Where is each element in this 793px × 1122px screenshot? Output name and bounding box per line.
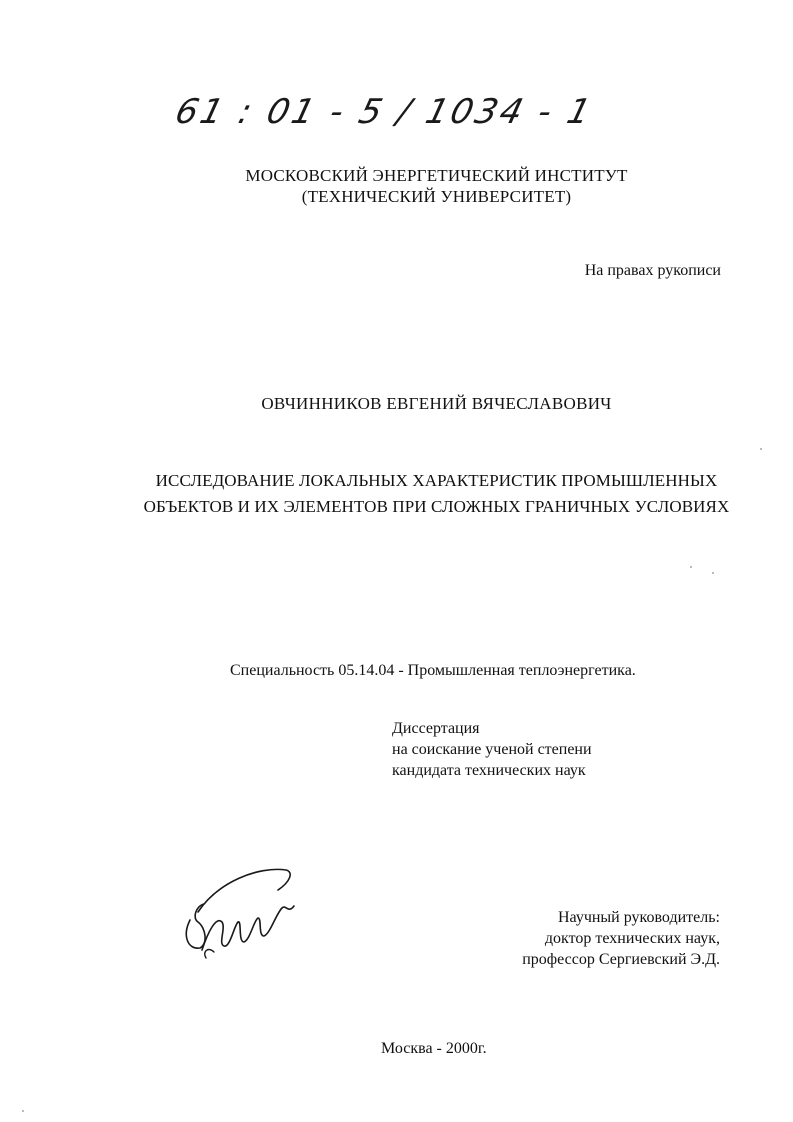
advisor-line-1: Научный руководитель: [557,909,720,926]
advisor-block [522,907,720,970]
scan-speck [712,572,714,574]
city-year: Москва - 2000г. [381,1040,487,1057]
institution-subtitle: (ТЕХНИЧЕСКИЙ УНИВЕРСИТЕТ) [301,187,572,206]
dissertation-title-line-1: ИССЛЕДОВАНИЕ ЛОКАЛЬНЫХ ХАРАКТЕРИСТИК ПРОМЫШЛЕННЫХ [155,471,718,490]
institution-name: МОСКОВСКИЙ ЭНЕРГЕТИЧЕСКИЙ ИНСТИТУТ [245,166,628,185]
degree-block [392,718,592,781]
degree-line-2: на соискание ученой степени [392,741,592,758]
manuscript-rights-note: На правах рукописи [584,262,721,279]
specialty-line: Специальность 05.14.04 - Промышленная теплоэнергетика. [230,662,636,679]
scan-speck [760,448,762,450]
scan-speck [22,1110,24,1112]
degree-line-3: кандидата технических наук [392,762,586,779]
signature-icon [178,862,303,962]
author-name: ОВЧИННИКОВ ЕВГЕНИЙ ВЯЧЕСЛАВОВИЧ [261,394,612,413]
advisor-line-2: доктор технических наук, [544,930,720,947]
degree-line-1: Диссертация [392,720,480,737]
scan-speck [690,566,692,568]
handwritten-archive-code: 61 : 01 - 5 / 1034 - 1 [171,92,598,132]
dissertation-title-line-2: ОБЪЕКТОВ И ИХ ЭЛЕМЕНТОВ ПРИ СЛОЖНЫХ ГРАНИЧНЫХ УСЛОВИЯХ [143,497,730,516]
advisor-line-3: профессор Сергиевский Э.Д. [522,951,720,968]
